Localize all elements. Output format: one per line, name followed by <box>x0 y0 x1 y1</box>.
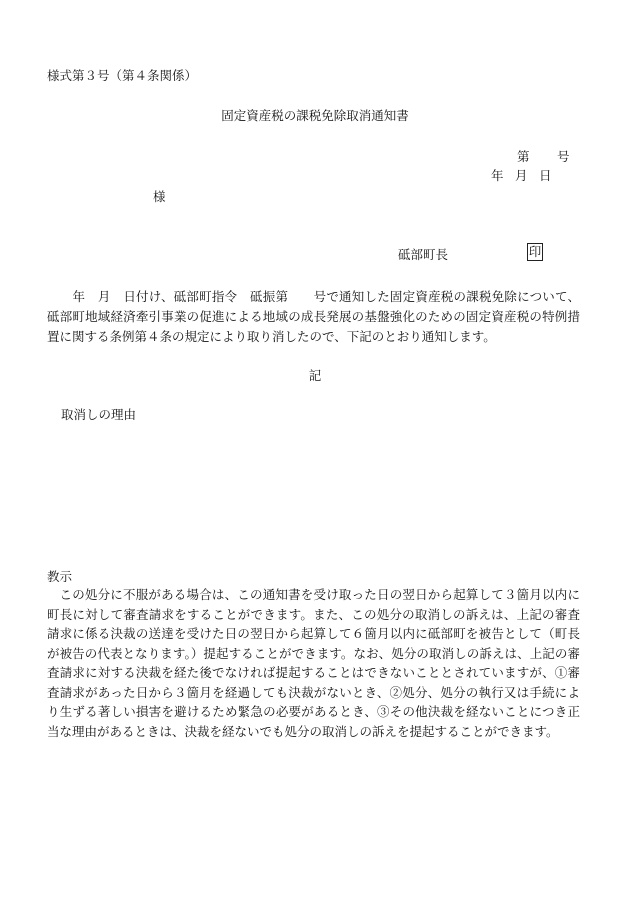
form-number: 様式第３号（第４条関係） <box>47 68 198 83</box>
document-date <box>491 166 552 184</box>
section-heading: 記 <box>308 368 322 383</box>
body-text: 年 月 日付け、砥部町指令 砥振第 号で通知した固定資産税の課税免除について、砥部町地域経済牽引事業の促進による地域の成長発展の基盤強化のための固定資産税の特例措置に関する条例第４条の規定により取り消したので、下記のとおり通知します。 <box>47 289 580 344</box>
date-day: 日 <box>539 168 552 183</box>
addressee-suffix: 様 <box>153 189 166 204</box>
instruction-text: この処分に不服がある場合は、この通知書を受け取った日の翌日から起算して３箇月以内に町長に対して審査請求をすることができます。また、この処分の取消しの訴えは、上記の審査請求に係る決裁の送達を受けた日の翌日から起算して６箇月以内に砥部町を被告として（町長が被告の代表となります。）提起することができます。なお、処分の取消しの訴えは、上記の審査請求に対する決裁を経た後でなければ提起することはできないこととされていますが、①審査請求があった日から３箇月を経過しても決裁がないとき、②処分、処分の執行又は手続により生ずる著しい損害を避けるため緊急の必要があるとき、③その他決裁を経ないことにつき正当な理由があるときは、決裁を経ないでも処分の取消しの訴えを提起することができます。 <box>47 587 580 739</box>
date-month: 月 <box>515 168 528 183</box>
document-number-go: 号 <box>557 149 570 164</box>
document-number <box>517 147 570 165</box>
reason-label: 取消しの理由 <box>61 407 137 422</box>
date-year: 年 <box>491 168 504 183</box>
instruction-title: 教示 <box>47 569 73 584</box>
seal-mark: 印 <box>528 244 542 259</box>
document-number-dai: 第 <box>517 149 530 164</box>
issuer-name: 砥部町長 <box>398 247 449 262</box>
document-title: 固定資産税の課税免除取消通知書 <box>221 108 409 123</box>
